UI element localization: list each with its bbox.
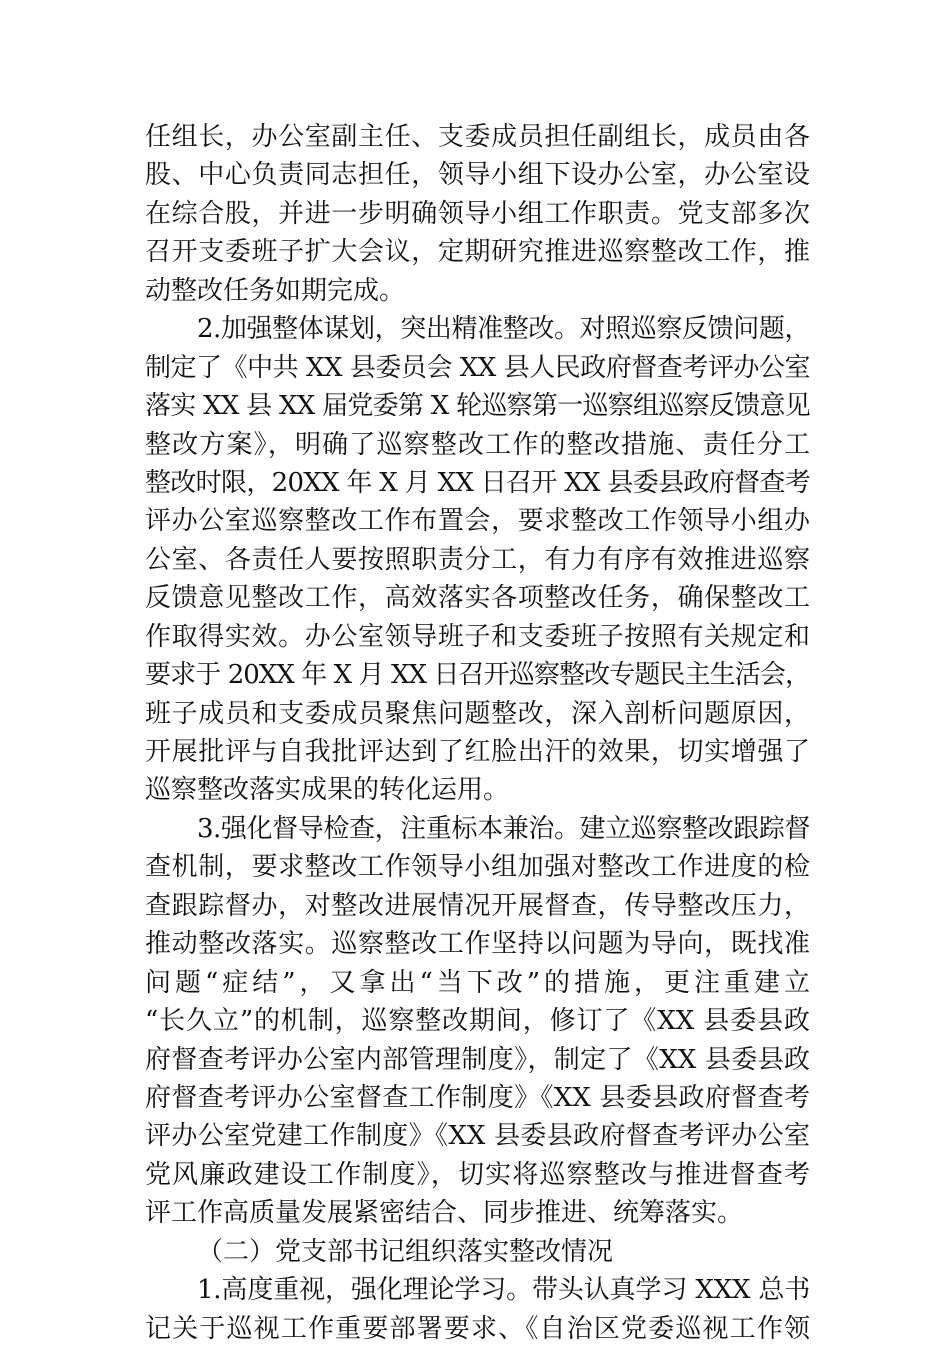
- text-line: 任组长，办公室副主任、支委成员担任副组长，成员由各: [145, 122, 810, 152]
- text-line: 反馈意见整改工作，高效落实各项整改任务，确保整改工: [145, 583, 810, 614]
- text-line: 整改方案》，明确了巡察整改工作的整改措施、责任分工: [145, 429, 810, 460]
- section-heading: （二）党支部书记组织落实整改情况: [197, 1236, 614, 1267]
- text-line: “长久立”的机制，巡察整改期间，修订了《XX 县委县政: [145, 1006, 810, 1037]
- paragraph-first-line: 2.加强整体谋划，突出精准整改。对照巡察反馈问题，: [197, 314, 810, 345]
- text-line: 落实 XX 县 XX 届党委第 X 轮巡察第一巡察组巡察反馈意见: [145, 391, 810, 422]
- text-line: 记关于巡视工作重要部署要求、《自治区党委巡视工作领: [145, 1313, 810, 1344]
- paragraph-last-line: 巡察整改落实成果的转化运用。: [145, 775, 510, 806]
- paragraph-last-line: 动整改任务如期完成。: [145, 275, 406, 306]
- text-line: 整改时限，20XX 年 X 月 XX 日召开 XX 县委县政府督查考: [145, 467, 810, 498]
- text-line: 评办公室巡察整改工作布置会，要求整改工作领导小组办: [145, 506, 810, 537]
- text-line: 推动整改落实。巡察整改工作坚持以问题为导向，既找准: [145, 929, 810, 960]
- document-body: [145, 118, 810, 1348]
- text-line: 府督查考评办公室督查工作制度》《XX 县委县政府督查考: [145, 1082, 810, 1113]
- text-line: 公室、各责任人要按照职责分工，有力有序有效推进巡察: [145, 544, 810, 575]
- text-line: 在综合股，并进一步明确领导小组工作职责。党支部多次: [145, 198, 810, 229]
- text-line: 党风廉政建设工作制度》，切实将巡察整改与推进督查考: [145, 1159, 810, 1190]
- text-line: 作取得实效。办公室领导班子和支委班子按照有关规定和: [145, 621, 810, 652]
- text-line: 问题“症结”，又拿出“当下改”的措施，更注重建立: [145, 967, 810, 998]
- text-line: 要求于 20XX 年 X 月 XX 日召开巡察整改专题民主生活会，: [145, 660, 810, 691]
- paragraph-first-line: 3.强化督导检查，注重标本兼治。建立巡察整改跟踪督: [197, 813, 810, 844]
- paragraph-last-line: 评工作高质量发展紧密结合、同步推进、统筹落实。: [145, 1198, 744, 1229]
- text-line: 开展批评与自我批评达到了红脸出汗的效果，切实增强了: [145, 737, 810, 767]
- paragraph-first-line: 1.高度重视，强化理论学习。带头认真学习 XXX 总书: [197, 1275, 810, 1306]
- text-line: 查跟踪督办，对整改进展情况开展督查，传导整改压力，: [145, 890, 810, 921]
- text-line: 制定了《中共 XX 县委员会 XX 县人民政府督查考评办公室: [145, 352, 810, 383]
- text-line: 府督查考评办公室内部管理制度》，制定了《XX 县委县政: [145, 1044, 810, 1075]
- text-line: 查机制，要求整改工作领导小组加强对整改工作进度的检: [145, 852, 810, 883]
- text-line: 评办公室党建工作制度》《XX 县委县政府督查考评办公室: [145, 1121, 810, 1152]
- text-line: 班子成员和支委成员聚焦问题整改，深入剖析问题原因，: [145, 698, 810, 729]
- text-line: 召开支委班子扩大会议，定期研究推进巡察整改工作，推: [145, 237, 810, 268]
- text-line: 股、中心负责同志担任，领导小组下设办公室，办公室设: [145, 160, 810, 191]
